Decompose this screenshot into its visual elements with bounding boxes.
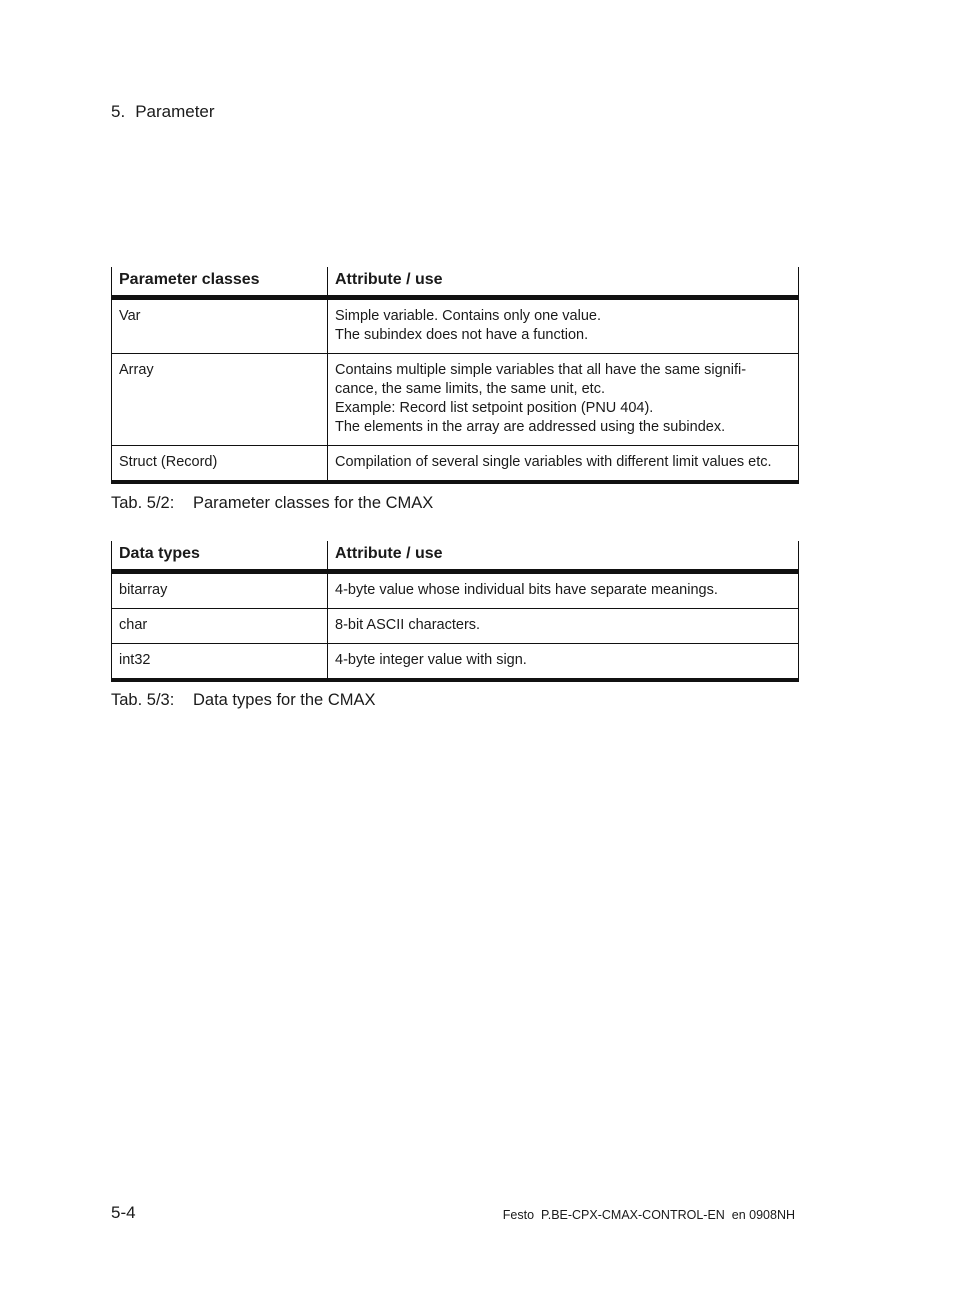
caption-text: Data types for the CMAX bbox=[193, 691, 376, 709]
cell-class: Struct (Record) bbox=[112, 446, 328, 483]
parameter-classes-table bbox=[111, 267, 799, 484]
description-line: Compilation of several single variables with different limit values etc. bbox=[335, 454, 772, 470]
page-number: 5-4 bbox=[111, 1203, 136, 1222]
cell-description: 4-byte integer value with sign. bbox=[328, 644, 799, 681]
table-row bbox=[112, 354, 799, 446]
cell-type: bitarray bbox=[112, 572, 328, 609]
section-title: Parameter bbox=[135, 102, 215, 121]
caption-number: Tab. 5/2: bbox=[111, 494, 175, 512]
section-number: 5. bbox=[111, 102, 126, 121]
description-line: Simple variable. Contains only one value. bbox=[335, 308, 601, 324]
description-line: Contains multiple simple variables that all have the same signifi- bbox=[335, 362, 747, 378]
table-row bbox=[112, 644, 799, 681]
cell-class: Array bbox=[112, 354, 328, 446]
table-header-row bbox=[112, 541, 799, 572]
column-header: Data types bbox=[112, 541, 328, 572]
description-line: The elements in the array are addressed using the subindex. bbox=[335, 419, 726, 435]
column-header: Attribute / use bbox=[328, 541, 799, 572]
table-row bbox=[112, 572, 799, 609]
table-header-row bbox=[112, 267, 799, 298]
cell-description: 8-bit ASCII characters. bbox=[328, 609, 799, 644]
caption-text: Parameter classes for the CMAX bbox=[193, 494, 434, 512]
caption-number: Tab. 5/3: bbox=[111, 691, 175, 709]
column-header: Parameter classes bbox=[112, 267, 328, 298]
cell-description bbox=[328, 354, 799, 446]
table-row bbox=[112, 298, 799, 354]
cell-description bbox=[328, 298, 799, 354]
cell-type: int32 bbox=[112, 644, 328, 681]
table-caption bbox=[111, 494, 433, 513]
table-caption bbox=[111, 691, 376, 710]
cell-class: Var bbox=[112, 298, 328, 354]
description-line: cance, the same limits, the same unit, etc. bbox=[335, 381, 605, 397]
cell-description bbox=[328, 446, 799, 483]
description-line: The subindex does not have a function. bbox=[335, 327, 589, 343]
table-row bbox=[112, 446, 799, 483]
column-header: Attribute / use bbox=[328, 267, 799, 298]
document-reference: Festo P.BE-CPX-CMAX-CONTROL-EN en 0908NH bbox=[502, 1208, 795, 1222]
section-header bbox=[111, 102, 215, 122]
cell-type: char bbox=[112, 609, 328, 644]
cell-description: 4-byte value whose individual bits have separate meanings. bbox=[328, 572, 799, 609]
data-types-table bbox=[111, 541, 799, 682]
table-row bbox=[112, 609, 799, 644]
description-line: Example: Record list setpoint position (PNU 404). bbox=[335, 400, 654, 416]
